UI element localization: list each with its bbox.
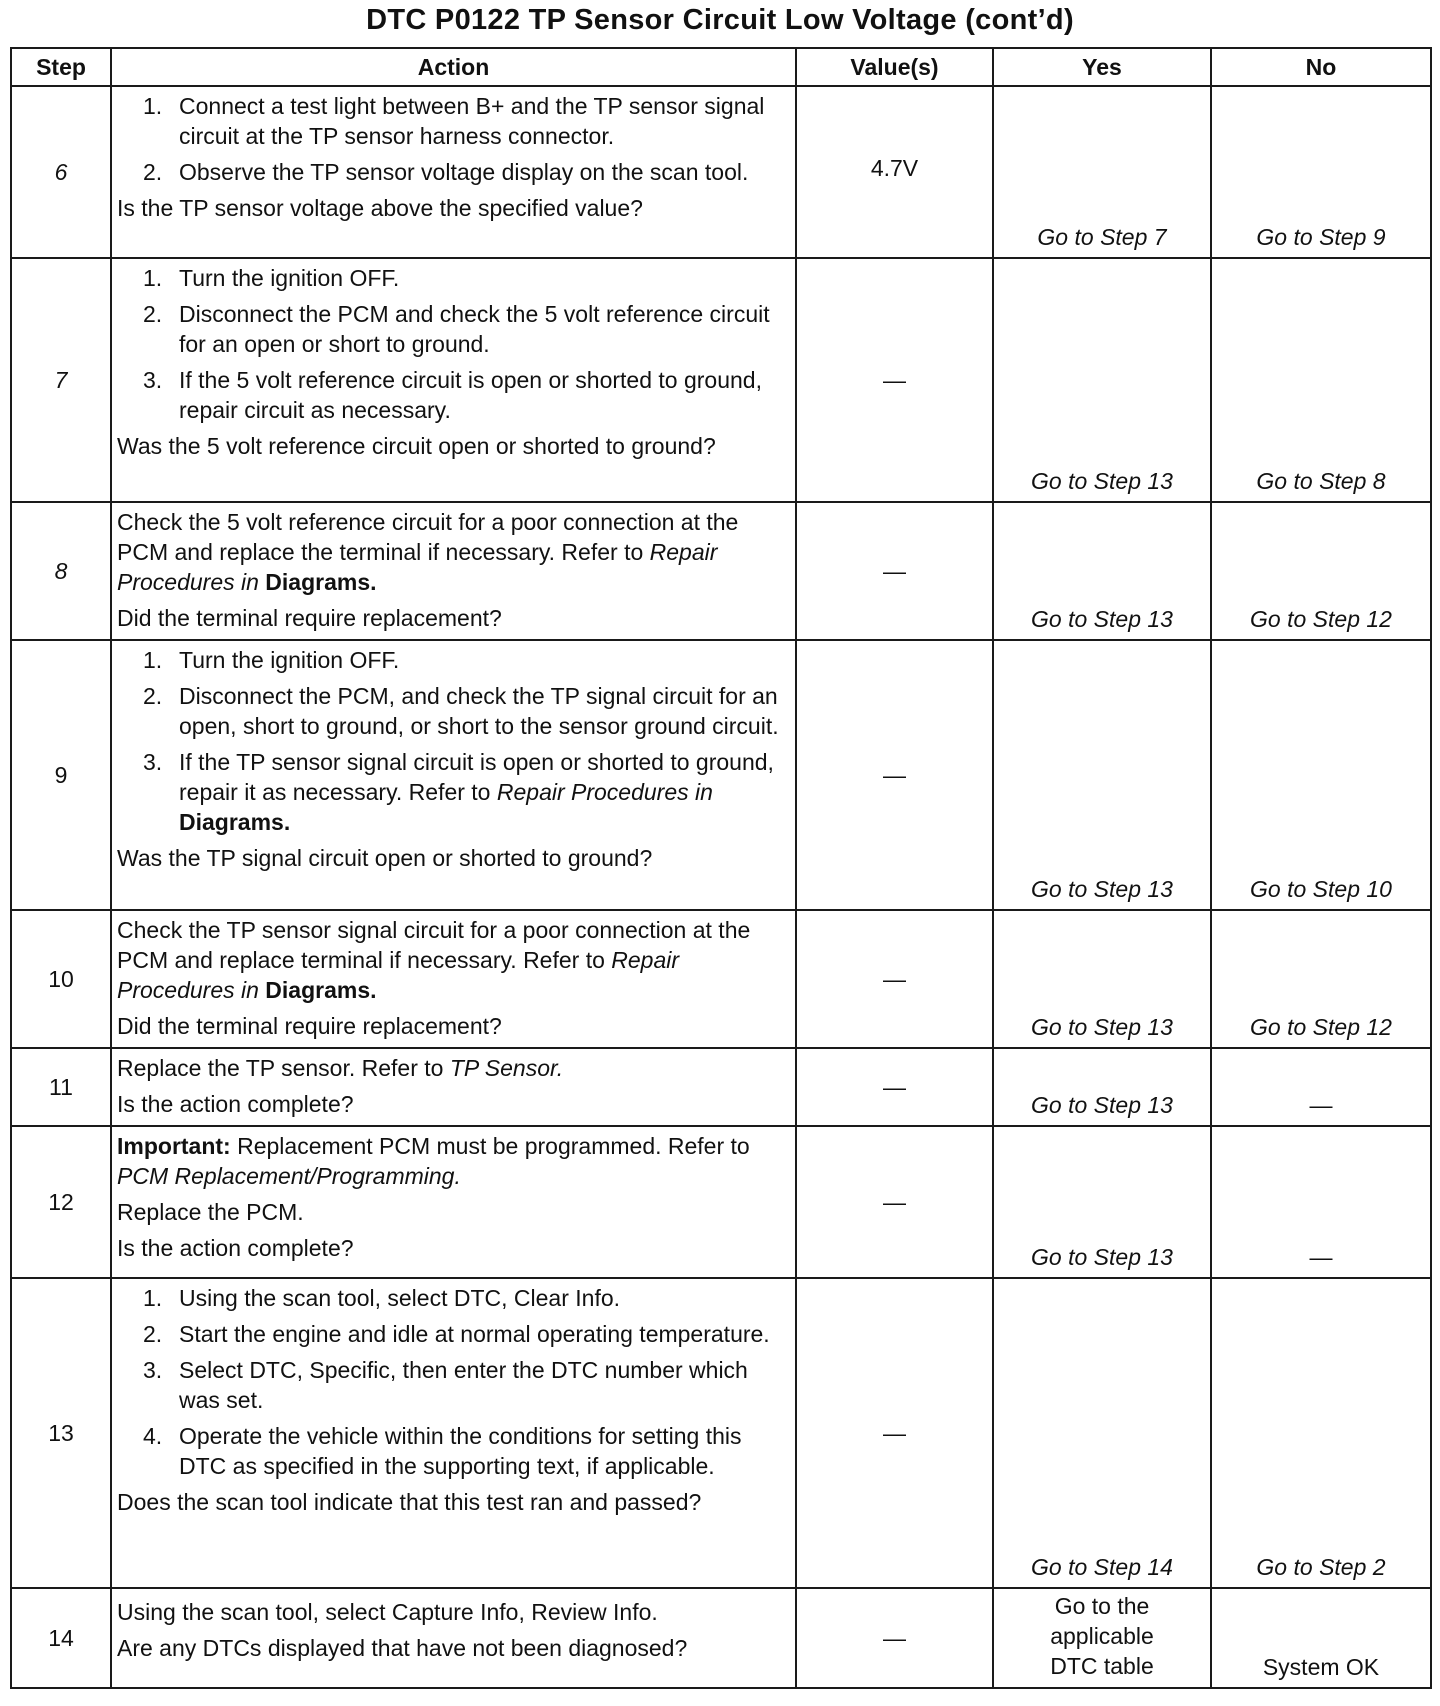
header-values: Value(s) xyxy=(796,48,993,86)
value-cell: — xyxy=(796,502,993,640)
table-row xyxy=(11,1588,1431,1688)
header-action: Action xyxy=(111,48,796,86)
value-cell: — xyxy=(796,1048,993,1126)
step-cell: 14 xyxy=(11,1588,111,1688)
header-step: Step xyxy=(11,48,111,86)
list-item: 3. If the 5 volt reference circuit is open or shorted to ground, repair circuit as necessary. xyxy=(143,367,762,423)
no-cell[interactable]: Go to Step 10 xyxy=(1211,640,1431,910)
table-row xyxy=(11,1048,1431,1126)
action-cell xyxy=(111,1278,796,1588)
no-cell: System OK xyxy=(1211,1588,1431,1688)
yes-cell[interactable]: Go to Step 13 xyxy=(993,502,1211,640)
value-cell: — xyxy=(796,1126,993,1278)
yes-cell[interactable]: Go to Step 13 xyxy=(993,640,1211,910)
list-item: 4. Operate the vehicle within the conditions for setting this DTC as specified in the supporting text, if applicable. xyxy=(143,1423,742,1479)
question: Does the scan tool indicate that this test ran and passed? xyxy=(117,1489,702,1515)
important-note: Important: Replacement PCM must be programmed. Refer to PCM Replacement/Programming. xyxy=(117,1133,750,1189)
question: Was the TP signal circuit open or shorted to ground? xyxy=(117,845,653,871)
value-cell: — xyxy=(796,258,993,502)
no-cell: — xyxy=(1211,1126,1431,1278)
yes-cell[interactable]: Go to the applicable DTC table xyxy=(993,1588,1211,1688)
step-cell: 8 xyxy=(11,502,111,640)
action-cell: Important: Replacement PCM must be programmed. Refer to PCM Replacement/Programming. Replace the PCM. Is the action complete? xyxy=(111,1126,796,1278)
action-cell xyxy=(111,640,796,910)
no-cell[interactable]: Go to Step 12 xyxy=(1211,910,1431,1048)
no-cell[interactable]: Go to Step 8 xyxy=(1211,258,1431,502)
yes-cell[interactable]: Go to Step 7 xyxy=(993,86,1211,258)
table-row xyxy=(11,502,1431,640)
value-cell: — xyxy=(796,1588,993,1688)
step-cell: 13 xyxy=(11,1278,111,1588)
no-cell[interactable]: Go to Step 9 xyxy=(1211,86,1431,258)
action-cell: Check the 5 volt reference circuit for a poor connection at the PCM and replace the terminal if necessary. Refer to Repair Procedures in Diagrams. Did the terminal require replacement? xyxy=(111,502,796,640)
header-yes: Yes xyxy=(993,48,1211,86)
step-cell: 10 xyxy=(11,910,111,1048)
action-cell: Using the scan tool, select Capture Info, Review Info. Are any DTCs displayed that have not been diagnosed? xyxy=(111,1588,796,1688)
list-item: 1. Connect a test light between B+ and the TP sensor signal circuit at the TP sensor harness connector. xyxy=(143,93,765,149)
step-cell: 12 xyxy=(11,1126,111,1278)
step-cell: 7 xyxy=(11,258,111,502)
list-item: 2. Observe the TP sensor voltage display on the scan tool. xyxy=(143,159,749,185)
value-cell: — xyxy=(796,910,993,1048)
yes-cell[interactable]: Go to Step 13 xyxy=(993,1126,1211,1278)
yes-cell[interactable]: Go to Step 13 xyxy=(993,1048,1211,1126)
step-cell: 11 xyxy=(11,1048,111,1126)
table-row xyxy=(11,640,1431,910)
table-row xyxy=(11,86,1431,258)
no-cell: — xyxy=(1211,1048,1431,1126)
question: Are any DTCs displayed that have not been diagnosed? xyxy=(117,1635,688,1661)
action-cell xyxy=(111,258,796,502)
list-item: 1. Turn the ignition OFF. xyxy=(143,647,400,673)
value-cell: 4.7V xyxy=(796,86,993,258)
question: Did the terminal require replacement? xyxy=(117,605,502,631)
diagnostic-table xyxy=(10,47,1432,1689)
list-item: 2. Disconnect the PCM, and check the TP signal circuit for an open, short to ground, or short to the sensor ground circuit. xyxy=(143,683,779,739)
question: Is the action complete? xyxy=(117,1235,354,1261)
question: Is the action complete? xyxy=(117,1091,354,1117)
action-cell xyxy=(111,86,796,258)
list-item: 2. Disconnect the PCM and check the 5 volt reference circuit for an open or short to ground. xyxy=(143,301,770,357)
question: Was the 5 volt reference circuit open or shorted to ground? xyxy=(117,433,716,459)
header-no: No xyxy=(1211,48,1431,86)
list-item: 2. Start the engine and idle at normal operating temperature. xyxy=(143,1321,770,1347)
table-row xyxy=(11,258,1431,502)
question: Did the terminal require replacement? xyxy=(117,1013,502,1039)
table-header-row xyxy=(11,48,1431,86)
step-cell: 6 xyxy=(11,86,111,258)
value-cell: — xyxy=(796,640,993,910)
table-row xyxy=(11,910,1431,1048)
yes-cell[interactable]: Go to Step 13 xyxy=(993,258,1211,502)
page-title: DTC P0122 TP Sensor Circuit Low Voltage (cont’d) xyxy=(366,4,1074,36)
list-item: 1. Using the scan tool, select DTC, Clear Info. xyxy=(143,1285,621,1311)
table-row xyxy=(11,1126,1431,1278)
list-item: 3. Select DTC, Specific, then enter the DTC number which was set. xyxy=(143,1357,748,1413)
step-cell: 9 xyxy=(11,640,111,910)
no-cell[interactable]: Go to Step 2 xyxy=(1211,1278,1431,1588)
value-cell: — xyxy=(796,1278,993,1588)
action-cell: Check the TP sensor signal circuit for a poor connection at the PCM and replace terminal if necessary. Refer to Repair Procedures in Diagrams. Did the terminal require replacement? xyxy=(111,910,796,1048)
question: Is the TP sensor voltage above the specified value? xyxy=(117,195,643,221)
list-item: 3. If the TP sensor signal circuit is open or shorted to ground, repair it as necessary. Refer to Repair Procedures in Diagrams. xyxy=(143,749,774,835)
no-cell[interactable]: Go to Step 12 xyxy=(1211,502,1431,640)
table-row xyxy=(11,1278,1431,1588)
yes-cell[interactable]: Go to Step 14 xyxy=(993,1278,1211,1588)
list-item: 1. Turn the ignition OFF. xyxy=(143,265,400,291)
yes-cell[interactable]: Go to Step 13 xyxy=(993,910,1211,1048)
action-cell: Replace the TP sensor. Refer to TP Sensor. Is the action complete? xyxy=(111,1048,796,1126)
